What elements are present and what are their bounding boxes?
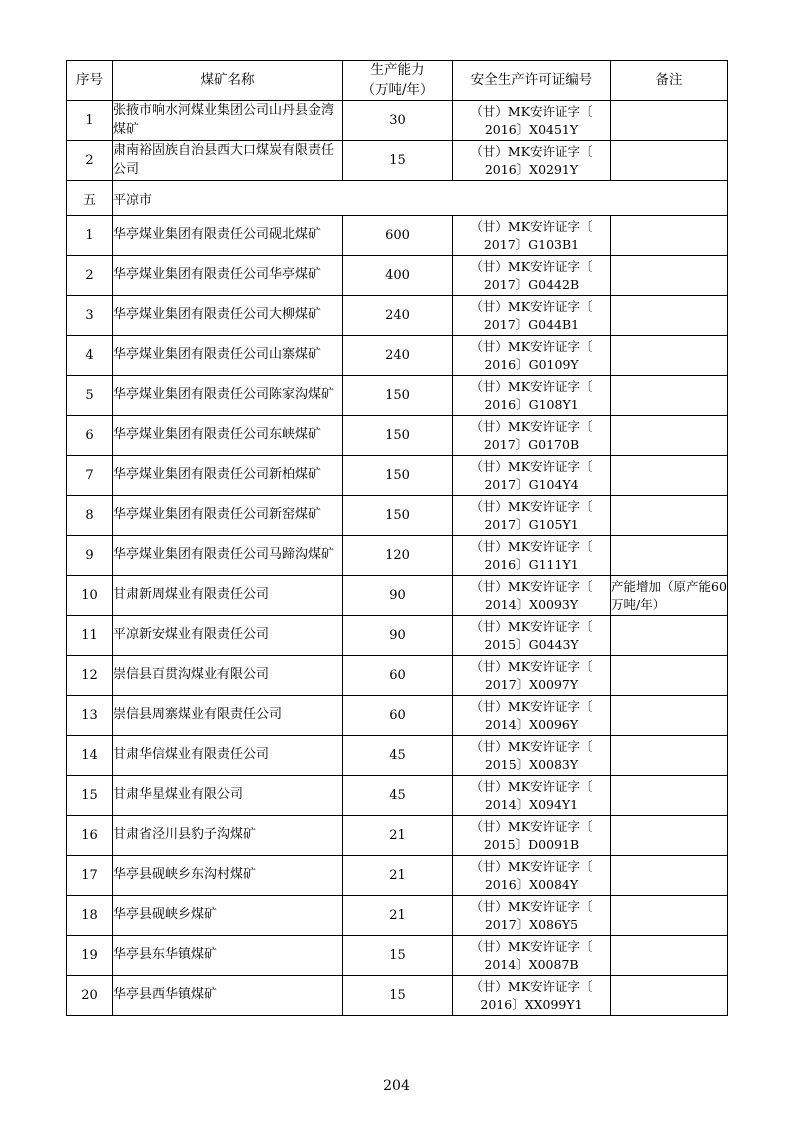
cell-license-line1: （甘）MK安许证字〔 [470, 498, 593, 514]
cell-index: 17 [67, 856, 113, 896]
cell-license-line1: （甘）MK安许证字〔 [470, 658, 593, 674]
table-header-row [67, 61, 728, 101]
cell-index: 2 [67, 141, 113, 181]
cell-license [453, 816, 611, 856]
cell-note [611, 656, 728, 696]
cell-mine-name: 甘肃华星煤业有限公司 [113, 776, 343, 816]
cell-capacity: 120 [343, 536, 453, 576]
table-row [67, 456, 728, 496]
cell-license-line2: 2017〕G044B1 [483, 316, 580, 332]
cell-capacity: 150 [343, 376, 453, 416]
cell-license [453, 616, 611, 656]
cell-capacity: 45 [343, 776, 453, 816]
cell-index: 1 [67, 101, 113, 141]
cell-license [453, 496, 611, 536]
cell-capacity: 30 [343, 101, 453, 141]
cell-license-line1: （甘）MK安许证字〔 [470, 258, 593, 274]
cell-license [453, 536, 611, 576]
cell-license-line1: （甘）MK安许证字〔 [470, 298, 593, 314]
cell-mine-name: 华亭县东华镇煤矿 [113, 936, 343, 976]
cell-capacity: 240 [343, 296, 453, 336]
cell-index: 16 [67, 816, 113, 856]
cell-capacity: 150 [343, 456, 453, 496]
table-row [67, 776, 728, 816]
cell-license-line1: （甘）MK安许证字〔 [470, 103, 593, 119]
cell-mine-name: 甘肃新周煤业有限责任公司 [113, 576, 343, 616]
cell-note [611, 976, 728, 1016]
cell-mine-name: 华亭县砚峡乡煤矿 [113, 896, 343, 936]
cell-note [611, 536, 728, 576]
cell-license [453, 576, 611, 616]
cell-license-line1: （甘）MK安许证字〔 [470, 778, 593, 794]
cell-mine-name: 华亭煤业集团有限责任公司陈家沟煤矿 [113, 376, 343, 416]
cell-capacity: 90 [343, 576, 453, 616]
table-row [67, 616, 728, 656]
cell-capacity: 21 [343, 816, 453, 856]
cell-note [611, 336, 728, 376]
cell-mine-name: 崇信县百贯沟煤业有限公司 [113, 656, 343, 696]
page-number: 204 [383, 1078, 410, 1094]
cell-license-line1: （甘）MK安许证字〔 [470, 538, 593, 554]
table-row [67, 141, 728, 181]
table-row [67, 376, 728, 416]
cell-license-line2: 2017〕X086Y5 [484, 916, 579, 932]
table-row [67, 976, 728, 1016]
header-license: 安全生产许可证编号 [453, 61, 611, 101]
header-capacity [343, 61, 453, 101]
cell-capacity: 150 [343, 496, 453, 536]
cell-license-line2: 2017〕G104Y4 [484, 476, 579, 492]
cell-note [611, 496, 728, 536]
table-row [67, 936, 728, 976]
cell-license [453, 656, 611, 696]
cell-index: 11 [67, 616, 113, 656]
cell-capacity: 15 [343, 936, 453, 976]
table-row [67, 416, 728, 456]
table-row [67, 576, 728, 616]
cell-note [611, 256, 728, 296]
cell-license-line2: 2015〕G0443Y [484, 636, 579, 652]
cell-license [453, 696, 611, 736]
cell-index: 4 [67, 336, 113, 376]
cell-index: 20 [67, 976, 113, 1016]
cell-note [611, 776, 728, 816]
cell-note [611, 216, 728, 256]
cell-license-line1: （甘）MK安许证字〔 [470, 378, 593, 394]
region-index: 五 [67, 181, 113, 216]
cell-license [453, 976, 611, 1016]
cell-license-line1: （甘）MK安许证字〔 [470, 338, 593, 354]
cell-mine-name: 华亭县砚峡乡东沟村煤矿 [113, 856, 343, 896]
cell-capacity: 90 [343, 616, 453, 656]
cell-note [611, 896, 728, 936]
cell-index: 6 [67, 416, 113, 456]
cell-license-line2: 2017〕G0442B [483, 276, 580, 292]
cell-license-line1: （甘）MK安许证字〔 [470, 458, 593, 474]
header-no: 序号 [67, 61, 113, 101]
table-header [67, 61, 728, 101]
cell-license [453, 456, 611, 496]
cell-index: 5 [67, 376, 113, 416]
cell-note [611, 416, 728, 456]
cell-capacity: 600 [343, 216, 453, 256]
cell-license-line2: 2017〕G105Y1 [484, 516, 579, 532]
cell-index: 9 [67, 536, 113, 576]
cell-index: 13 [67, 696, 113, 736]
cell-license-line2: 2017〕X0097Y [484, 676, 579, 692]
cell-capacity: 240 [343, 336, 453, 376]
cell-capacity: 15 [343, 141, 453, 181]
table-body [67, 101, 728, 1016]
cell-capacity: 60 [343, 656, 453, 696]
cell-license-line2: 2017〕G0170B [483, 436, 580, 452]
cell-mine-name: 华亭煤业集团有限责任公司大柳煤矿 [113, 296, 343, 336]
cell-license-line2: 2014〕X094Y1 [484, 796, 579, 812]
cell-license-line2: 2016〕G108Y1 [484, 396, 579, 412]
table-region-row [67, 181, 728, 216]
cell-mine-name: 华亭煤业集团有限责任公司砚北煤矿 [113, 216, 343, 256]
cell-license-line1: （甘）MK安许证字〔 [470, 898, 593, 914]
cell-note: 产能增加（原产能60万吨/年） [611, 576, 728, 616]
cell-mine-name: 甘肃省泾川县豹子沟煤矿 [113, 816, 343, 856]
cell-license-line1: （甘）MK安许证字〔 [470, 938, 593, 954]
cell-license-line2: 2016〕G0109Y [484, 356, 579, 372]
cell-license-line2: 2015〕X0083Y [484, 756, 579, 772]
cell-index: 12 [67, 656, 113, 696]
cell-mine-name: 华亭煤业集团有限责任公司东峡煤矿 [113, 416, 343, 456]
cell-license-line1: （甘）MK安许证字〔 [470, 618, 593, 634]
cell-capacity: 45 [343, 736, 453, 776]
table-row [67, 696, 728, 736]
cell-license-line2: 2014〕X0093Y [484, 596, 579, 612]
cell-mine-name: 华亭煤业集团有限责任公司马蹄沟煤矿 [113, 536, 343, 576]
cell-license-line2: 2014〕X0096Y [484, 716, 579, 732]
cell-license [453, 896, 611, 936]
cell-mine-name: 肃南裕固族自治县西大口煤炭有限责任公司 [113, 141, 343, 181]
cell-mine-name: 华亭县西华镇煤矿 [113, 976, 343, 1016]
cell-note [611, 816, 728, 856]
cell-license [453, 736, 611, 776]
cell-index: 2 [67, 256, 113, 296]
table-row [67, 856, 728, 896]
cell-note [611, 696, 728, 736]
table-row [67, 496, 728, 536]
cell-note [611, 856, 728, 896]
table-row [67, 536, 728, 576]
cell-mine-name: 甘肃华信煤业有限责任公司 [113, 736, 343, 776]
cell-note [611, 736, 728, 776]
table-row [67, 101, 728, 141]
cell-mine-name: 华亭煤业集团有限责任公司山寨煤矿 [113, 336, 343, 376]
cell-license-line1: （甘）MK安许证字〔 [470, 978, 593, 994]
cell-mine-name: 张掖市响水河煤业集团公司山丹县金湾煤矿 [113, 101, 343, 141]
cell-note [611, 101, 728, 141]
cell-license [453, 856, 611, 896]
cell-license-line2: 2017〕G103B1 [483, 236, 580, 252]
cell-note [611, 376, 728, 416]
cell-license-line1: （甘）MK安许证字〔 [470, 698, 593, 714]
cell-capacity: 150 [343, 416, 453, 456]
cell-capacity: 15 [343, 976, 453, 1016]
cell-index: 14 [67, 736, 113, 776]
cell-mine-name: 华亭煤业集团有限责任公司华亭煤矿 [113, 256, 343, 296]
table-row [67, 296, 728, 336]
cell-license-line1: （甘）MK安许证字〔 [470, 578, 593, 594]
cell-capacity: 400 [343, 256, 453, 296]
cell-license [453, 936, 611, 976]
cell-license-line1: （甘）MK安许证字〔 [470, 858, 593, 874]
cell-license [453, 376, 611, 416]
table-row [67, 216, 728, 256]
cell-index: 1 [67, 216, 113, 256]
cell-mine-name: 崇信县周寨煤业有限责任公司 [113, 696, 343, 736]
cell-capacity: 21 [343, 896, 453, 936]
cell-license [453, 296, 611, 336]
cell-index: 19 [67, 936, 113, 976]
table-row [67, 736, 728, 776]
cell-note [611, 296, 728, 336]
cell-license-line1: （甘）MK安许证字〔 [470, 818, 593, 834]
cell-license [453, 101, 611, 141]
cell-license-line2: 2015〕D0091B [483, 836, 580, 852]
cell-capacity: 60 [343, 696, 453, 736]
cell-license-line2: 2016〕X0451Y [484, 121, 579, 137]
cell-mine-name: 平凉新安煤业有限责任公司 [113, 616, 343, 656]
cell-index: 8 [67, 496, 113, 536]
cell-index: 15 [67, 776, 113, 816]
cell-note [611, 456, 728, 496]
cell-license-line1: （甘）MK安许证字〔 [470, 143, 593, 159]
cell-license-line2: 2016〕X0084Y [484, 876, 579, 892]
cell-license [453, 776, 611, 816]
cell-license-line2: 2016〕X0291Y [484, 161, 579, 177]
cell-license [453, 141, 611, 181]
cell-mine-name: 华亭煤业集团有限责任公司新窑煤矿 [113, 496, 343, 536]
cell-capacity: 21 [343, 856, 453, 896]
region-name: 平凉市 [113, 181, 728, 216]
table-row [67, 256, 728, 296]
header-mine-name: 煤矿名称 [113, 61, 343, 101]
cell-mine-name: 华亭煤业集团有限责任公司新柏煤矿 [113, 456, 343, 496]
cell-note [611, 616, 728, 656]
cell-index: 18 [67, 896, 113, 936]
table-row [67, 656, 728, 696]
header-capacity-line1: 生产能力 [370, 62, 425, 78]
header-note: 备注 [611, 61, 728, 101]
cell-license [453, 416, 611, 456]
cell-index: 10 [67, 576, 113, 616]
cell-license-line2: 2016〕XX099Y1 [480, 996, 583, 1012]
coal-mine-table [66, 60, 728, 1016]
cell-license-line2: 2014〕X0087B [484, 956, 579, 972]
table-row [67, 896, 728, 936]
cell-index: 3 [67, 296, 113, 336]
header-capacity-line2: （万吨/年） [361, 81, 434, 98]
cell-license [453, 216, 611, 256]
cell-note [611, 141, 728, 181]
cell-license-line1: （甘）MK安许证字〔 [470, 738, 593, 754]
table-row [67, 816, 728, 856]
cell-license-line1: （甘）MK安许证字〔 [470, 218, 593, 234]
table-row [67, 336, 728, 376]
cell-index: 7 [67, 456, 113, 496]
cell-license [453, 256, 611, 296]
cell-note [611, 936, 728, 976]
cell-license [453, 336, 611, 376]
cell-license-line2: 2016〕G111Y1 [484, 556, 579, 572]
cell-license-line1: （甘）MK安许证字〔 [470, 418, 593, 434]
